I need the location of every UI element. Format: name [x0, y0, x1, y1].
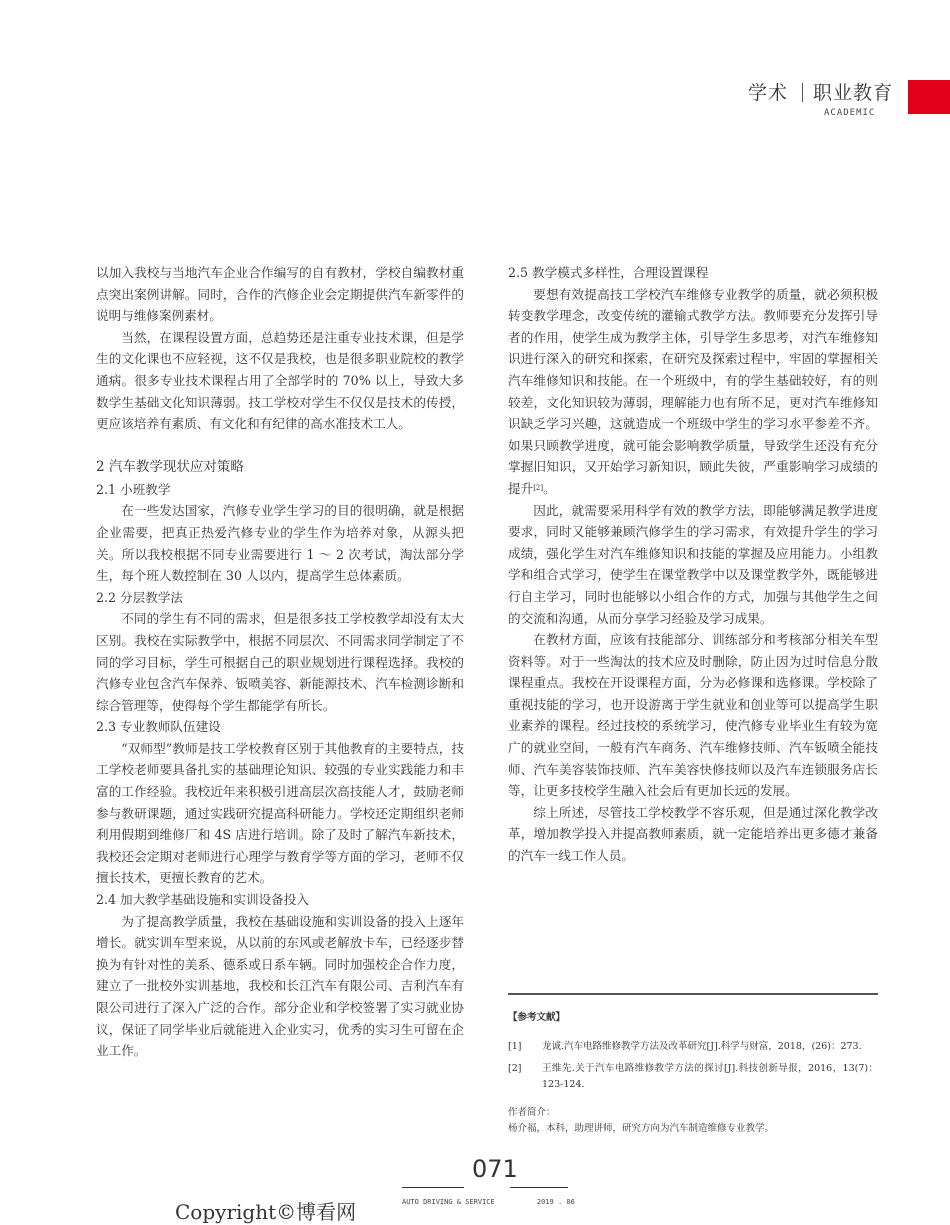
paragraph: 当然，在课程设置方面，总趋势还是注重专业技术课，但是学生的文化课也不应轻视，这不仅是我校，也是很多职业院校的教学通病。很多专业技术课程占用了全部学时的 70% 以上，导致大多数学生基础文化知识薄弱。技工学校对学生不仅仅是技术的传授，更应该培养有素质、有文化和有纪律的高水准技术工人。 [96, 329, 464, 432]
footer-magazine [402, 1198, 575, 1206]
header-separator [802, 83, 803, 102]
page-number-rule-left [402, 1187, 464, 1188]
subsection-heading: 2.5 教学模式多样性，合理设置课程 [508, 265, 709, 280]
paragraph-text: 要想有效提高技工学校汽车维修专业教学的质量，就必须积极转变教学理念，改变传统的灌输式教学方法。教师要充分发挥引导者的作用，使学生成为教学主体，引导学生多思考，对汽车维修知识进行深入的研究和探索，在研究及探索过程中，牢固的掌握相关汽车维修知识和技能。在一个班级中，有的学生基础较好，有的则较差，文化知识较为薄弱，理解能力也有所不足，更对汽车维修知识缺乏学习兴趣，这就造成一个班级中学生的学习水平参差不齐。如果只顾教学进度，就可能会影响教学质量，导致学生还没有充分掌握旧知识，又开始学习新知识，顾此失彼，严重影响学习成绩的提升 [508, 286, 878, 496]
left-column [96, 262, 464, 1062]
reference-text: 王维先.关于汽车电路维修教学方法的探讨[J].科技创新导报，2016，13(7)：123-124. [542, 1063, 878, 1090]
references [508, 1010, 878, 1137]
subsection-heading: 2.2 分层教学法 [96, 589, 184, 605]
footer-magazine-name: AUTO DRIVING & SERVICE [402, 1198, 495, 1206]
paragraph-end: 。 [543, 480, 556, 496]
reference-item [508, 1061, 878, 1093]
paragraph: 不同的学生有不同的需求，但是很多技工学校教学却没有太大区别。我校在实际教学中，根据不同层次、不同需求同学制定了不同的学习目标，学生可根据自己的职业规划进行课程选择。我校的汽修专业包含汽车保养、钣喷美容、新能源技术、汽车检测诊断和综合管理等，使得每个学生都能学有所长。 [96, 611, 464, 713]
header-column: 职业教育 [813, 82, 894, 104]
accent-block [908, 80, 950, 114]
reference-number: [1] [508, 1041, 522, 1052]
subsection-heading: 2.4 加大教学基础设施和实训设备投入 [96, 892, 309, 908]
references-title: 【参考文献】 [508, 1012, 566, 1023]
header-title [748, 78, 893, 105]
reference-item [508, 1039, 878, 1055]
paragraph: 在教材方面，应该有技能部分、训练部分和考核部分相关车型资料等。对于一些淘汰的技术应及时删除，防止因为过时信息分散课程重点。我校在开设课程方面，分为必修课和选修课。学校除了重视技能的学习，也开设游离于学生就业和创业等可以提高学生职业素养的课程。经过技校的系统学习，使汽修专业毕业生有较为宽广的就业空间，一般有汽车商务、汽车维修技师、汽车钣喷全能技师、汽车美容装饰技师、汽车美容快修技师以及汽车连锁服务店长等，让更多技校学生融入社会后有更加长远的发展。 [508, 632, 878, 799]
paragraph: 在一些发达国家，汽修专业学生学习的目的很明确，就是根据企业需要，把真正热爱汽修专业的学生作为培养对象，从源头把关。所以我校根据不同专业需要进行 1 ～ 2 次考试，淘汰部分学生，每个班人数控制在 30 人以内，提高学生总体素质。 [96, 503, 464, 584]
page-number-rule-right [510, 1187, 568, 1188]
citation-marker[interactable]: [2] [533, 483, 544, 492]
page-number: 071 [472, 1155, 518, 1183]
paragraph [508, 284, 878, 500]
paragraph: “双师型”教师是技工学校教育区别于其他教育的主要特点，技工学校老师要具备扎实的基础理论知识、较强的专业实践能力和丰富的工作经验。我校近年来积极引进高层次高技能人才，鼓励老师参与教研课题，通过实践研究提高科研能力。学校还定期组织老师利用假期到维修厂和 4S 店进行培训。除了及时了解汽车新技术，我校还会定期对老师进行心理学与教育学等方面的学习，老师不仅擅长技术，更擅长教育的艺术。 [96, 740, 464, 886]
right-column [508, 262, 878, 867]
subsection-heading: 2.3 专业教师队伍建设 [96, 719, 221, 735]
paragraph: 以加入我校与当地汽车企业合作编写的自有教材，学校自编教材重点突出案例讲解。同时，合作的汽修企业会定期提供汽车新零件的说明与维修案例素材。 [96, 265, 464, 324]
reference-number: [2] [508, 1063, 522, 1074]
references-divider [508, 993, 878, 995]
paragraph: 因此，就需要采用科学有效的教学方法，即能够满足教学进度要求，同时又能够兼顾汽修学生的学习需求，有效提升学生的学习成绩，强化学生对汽车维修知识和技能的掌握及应用能力。小组教学和组合式学习，使学生在课堂教学中以及课堂教学外，既能够进行自主学习，同时也能够以小组合作的方式，加强与其他学生之间的交流和沟通，从而分享学习经验及学习成果。 [508, 502, 878, 626]
section-heading: 2 汽车教学现状应对策略 [96, 458, 244, 475]
paragraph: 为了提高教学质量，我校在基础设施和实训设备的投入上逐年增长。就实训车型来说，从以前的东风或老解放卡车，已经逐步替换为有针对性的美系、德系或日系车辆。同时加强校企合作力度，建立了一批校外实训基地，我校和长江汽车有限公司、吉利汽车有限公司进行了深入广泛的合作。部分企业和学校签署了实习就业协议，保证了同学毕业后就能进入企业实习，优秀的实习生可留在企业工作。 [96, 913, 464, 1059]
header-section: 学术 [748, 82, 789, 104]
footer-issue: 2019 . 06 [536, 1198, 575, 1206]
subsection-heading: 2.1 小班教学 [96, 481, 171, 497]
reference-text: 龙诚.汽车电路维修教学方法及改革研究[J].科学与财富，2018，(26)：273. [542, 1041, 862, 1052]
copyright-watermark: Copyright©博看网 [175, 1200, 357, 1224]
author-label: 作者简介： [508, 1107, 556, 1118]
header-english: ACADEMIC [824, 108, 876, 118]
author-bio: 杨介福，本科，助理讲师，研究方向为汽车制造维修专业教学。 [508, 1123, 775, 1134]
paragraph: 综上所述，尽管技工学校教学不容乐观，但是通过深化教学改革，增加教学投入并提高教师素质，就一定能培养出更多德才兼备的汽车一线工作人员。 [508, 804, 878, 864]
